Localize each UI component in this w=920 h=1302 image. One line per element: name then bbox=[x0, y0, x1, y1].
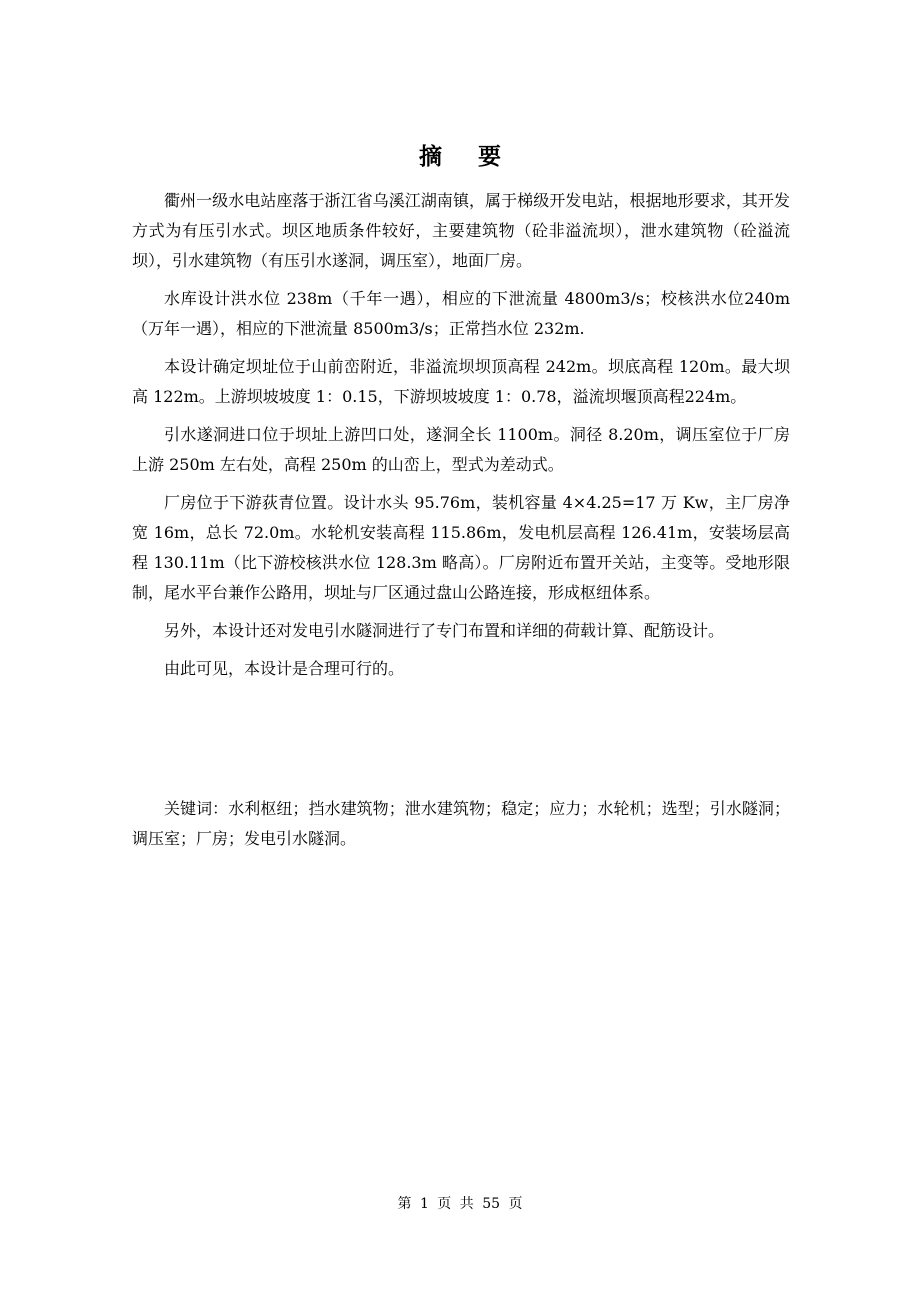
paragraph-additional-design: 另外，本设计还对发电引水隧洞进行了专门布置和详细的荷载计算、配筋设计。 bbox=[164, 621, 725, 640]
paragraph-tunnel: 引水遂洞进口位于坝址上游凹口处，遂洞全长 1100m。洞径 8.20m，调压室位于厂房上游 250m 左右处，高程 250m 的山峦上，型式为差动式。 bbox=[132, 425, 790, 474]
paragraph-overview: 衢州一级水电站座落于浙江省乌溪江湖南镇，属于梯级开发电站，根据地形要求，其开发方式为有压引水式。坝区地质条件较好，主要建筑物（砼非溢流坝），泄水建筑物（砼溢流坝），引水建筑物（有压引水遂洞，调压室），地面厂房。 bbox=[132, 191, 790, 270]
paragraph-powerhouse: 厂房位于下游荻青位置。设计水头 95.76m，装机容量 4×4.25=17 万 Kw，主厂房净宽 16m，总长 72.0m。水轮机安装高程 115.86m，发电机层高程 126.41m，安装场层高程 130.11m（比下游校核洪水位 128.3m 略高）。厂房附近布置开关站，主变等。受地形限制，尾水平台兼作公路用，坝址与厂区通过盘山公路连接，形成枢纽体系。 bbox=[132, 493, 790, 602]
paragraph-dam-site: 本设计确定坝址位于山前峦附近，非溢流坝坝顶高程 242m。坝底高程 120m。最大坝高 122m。上游坝坡坡度 1：0.15，下游坝坡坡度 1：0.78，溢流坝堰顶高程224m。 bbox=[132, 357, 790, 406]
paragraph-flood-levels: 水库设计洪水位 238m（千年一遇），相应的下泄流量 4800m3/s；校核洪水位240m（万年一遇），相应的下泄流量 8500m3/s；正常挡水位 232m. bbox=[132, 289, 790, 338]
paragraph-conclusion: 由此可见，本设计是合理可行的。 bbox=[164, 659, 405, 678]
page-title: 摘 要 bbox=[418, 143, 515, 170]
page-number-footer: 第 1 页 共 55 页 bbox=[397, 1196, 523, 1212]
keywords: 关键词：水利枢纽；挡水建筑物；泄水建筑物；稳定；应力；水轮机；选型；引水隧洞；调压室；厂房；发电引水隧洞。 bbox=[132, 799, 790, 848]
abstract-body bbox=[132, 186, 790, 692]
